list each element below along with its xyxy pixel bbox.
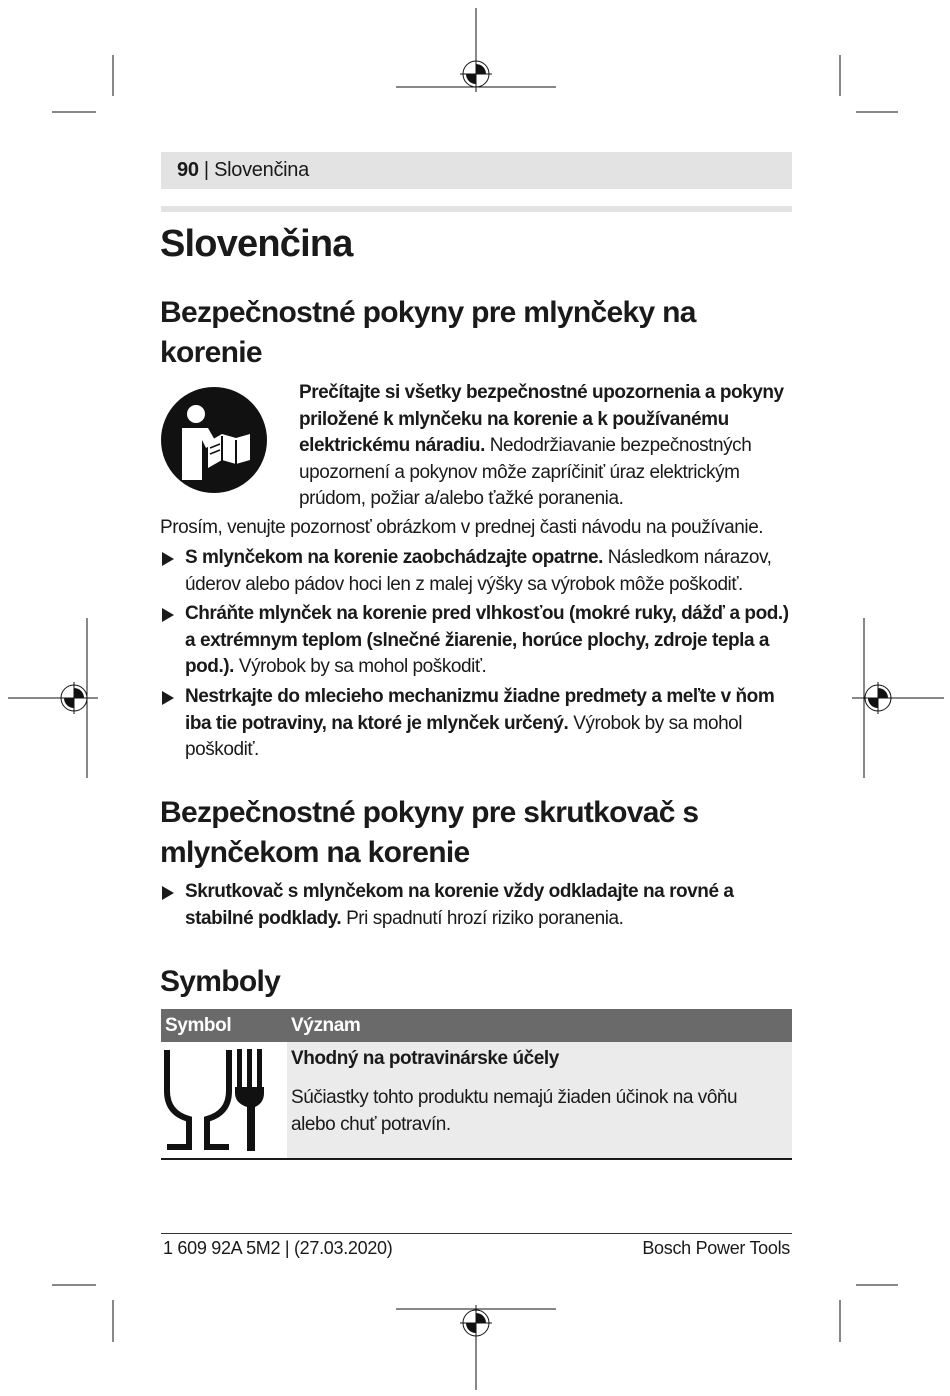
list-item-text: Výrobok by sa mohol poškodiť. (185, 712, 743, 760)
header-language: Slovenčina (214, 159, 309, 181)
page-header (161, 152, 792, 189)
section-heading-symbols: Symboly (160, 965, 281, 998)
list-item-text: Pri spadnutí hrozí riziko poranenia. (341, 907, 624, 929)
bullet-arrow-icon (162, 886, 174, 900)
list-item-text: Následkom nárazov, úderov alebo pádov hoci len z malej výšky sa výrobok môže poškodiť. (185, 547, 772, 595)
column-header-symbol: Symbol (165, 1015, 232, 1036)
read-manual-icon (160, 386, 268, 494)
list-item-bold: Chráňte mlynček na korenie pred vlhkosťou (mokré ruky, dážď a pod.) a extrémnym teplom (slnečné žiarenie, horúce plochy, zdroje tepla a pod.). (185, 603, 789, 677)
list-item (185, 684, 797, 764)
section-heading-screwdriver-safety: Bezpečnostné pokyny pre skrutkovač s mlynčekom na korenie (160, 796, 699, 869)
symbol-meaning-title: Vhodný na potravinárske účely (291, 1048, 559, 1069)
list-item (185, 879, 797, 932)
intro-bold: Prečítajte si všetky bezpečnostné upozornenia a pokyny priložené k mlynčeku na korenie a k používanému elektrickému náradiu. (299, 382, 784, 456)
list-item-text: Výrobok by sa mohol poškodiť. (234, 656, 487, 677)
list-item-bold: S mlynčekom na korenie zaobchádzajte opatrne. (185, 547, 603, 568)
page-title: Slovenčina (160, 223, 353, 265)
symbol-meaning-description: Súčiastky tohto produktu nemajú žiaden účinok na vôňu alebo chuť potravín. (291, 1087, 738, 1135)
intro-paragraph (299, 380, 794, 513)
header-separator: | (203, 159, 209, 181)
list-item-bold: Skrutkovač s mlynčekom na korenie vždy odkladajte na rovné a stabilné podklady. (185, 881, 734, 929)
page-number: 90 (177, 159, 199, 181)
list-item (185, 545, 797, 598)
footer-brand: Bosch Power Tools (642, 1238, 790, 1258)
symbols-table-header (161, 1009, 792, 1042)
footer-rule (161, 1233, 792, 1234)
header-rule (161, 206, 792, 212)
intro-text: Nedodržiavanie bezpečnostných upozornení a pokynov môže zapríčiniť úraz elektrickým prúdom, požiar a/alebo ťažké poranenia. (299, 435, 752, 509)
bullet-arrow-icon (162, 552, 174, 566)
food-safe-glass-fork-icon (163, 1047, 267, 1153)
note-paragraph: Prosím, venujte pozornosť obrázkom v prednej časti návodu na používanie. (160, 517, 764, 538)
list-item-bold: Nestrkajte do mlecieho mechanizmu žiadne predmety a meľte v ňom iba tie potraviny, na ktoré je mlynček určený. (185, 686, 775, 734)
bullet-arrow-icon (162, 691, 174, 705)
footer-document-id: 1 609 92A 5M2 | (27.03.2020) (163, 1238, 393, 1258)
bullet-arrow-icon (162, 608, 174, 622)
table-bottom-rule (161, 1158, 792, 1160)
list-item (185, 601, 797, 681)
column-header-meaning: Význam (291, 1015, 361, 1036)
section-heading-grinder-safety: Bezpečnostné pokyny pre mlynčeky na korenie (160, 296, 696, 369)
